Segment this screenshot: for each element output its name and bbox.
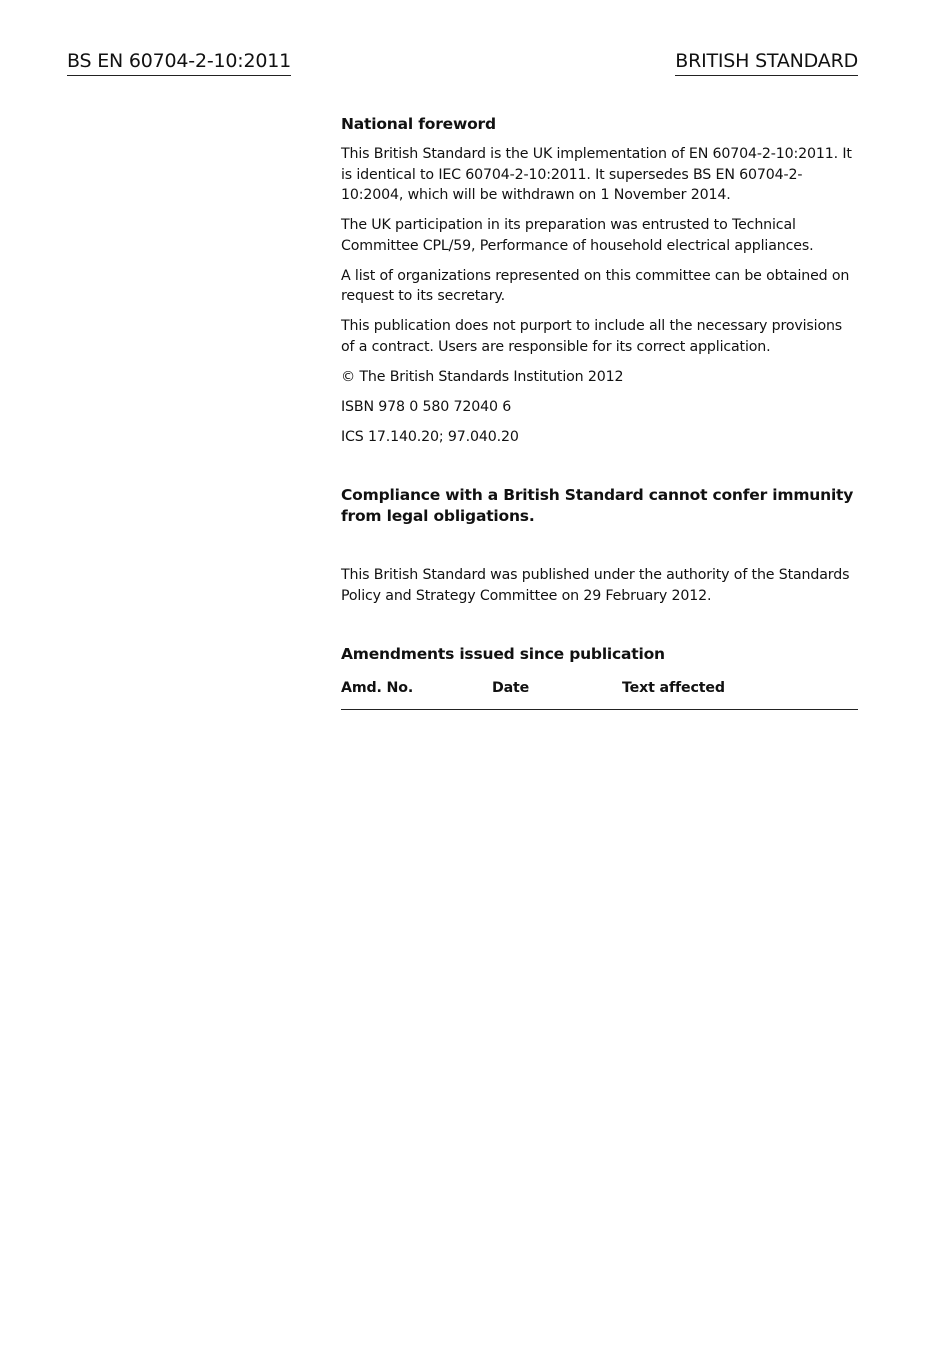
foreword-section xyxy=(341,114,858,710)
document-number: BS EN 60704-2-10:2011 xyxy=(67,48,291,76)
amendments-header-row xyxy=(341,678,858,709)
column-header-text-affected: Text affected xyxy=(622,678,858,709)
foreword-paragraph: This British Standard is the UK implementation of EN 60704-2-10:2011. It is identical to IEC 60704-2-10:2011. It supersedes BS EN 60704-2-10:2004, which will be withdrawn on 1 November 2014. xyxy=(341,146,852,203)
publication-note: This British Standard was published under the authority of the Standards Policy and Strategy Committee on 29 February 2012. xyxy=(341,567,850,604)
foreword-paragraph: The UK participation in its preparation was entrusted to Technical Committee CPL/59, Performance of household electrical appliances. xyxy=(341,217,814,254)
column-header-amd-no: Amd. No. xyxy=(341,678,492,709)
compliance-statement: Compliance with a British Standard cannot confer immunity from legal obligations. xyxy=(341,486,854,525)
copyright-line: © The British Standards Institution 2012 xyxy=(341,368,624,385)
foreword-paragraph: A list of organizations represented on this committee can be obtained on request to its secretary. xyxy=(341,267,850,304)
amendments-table xyxy=(341,678,858,710)
column-header-date: Date xyxy=(492,678,622,709)
foreword-title: National foreword xyxy=(341,115,496,133)
isbn-line: ISBN 978 0 580 72040 6 xyxy=(341,398,512,415)
foreword-paragraph: This publication does not purport to include all the necessary provisions of a contract. Users are responsible for its correct application. xyxy=(341,318,843,355)
ics-line: ICS 17.140.20; 97.040.20 xyxy=(341,428,519,445)
amendments-title: Amendments issued since publication xyxy=(341,645,665,663)
document-type: BRITISH STANDARD xyxy=(675,48,858,76)
